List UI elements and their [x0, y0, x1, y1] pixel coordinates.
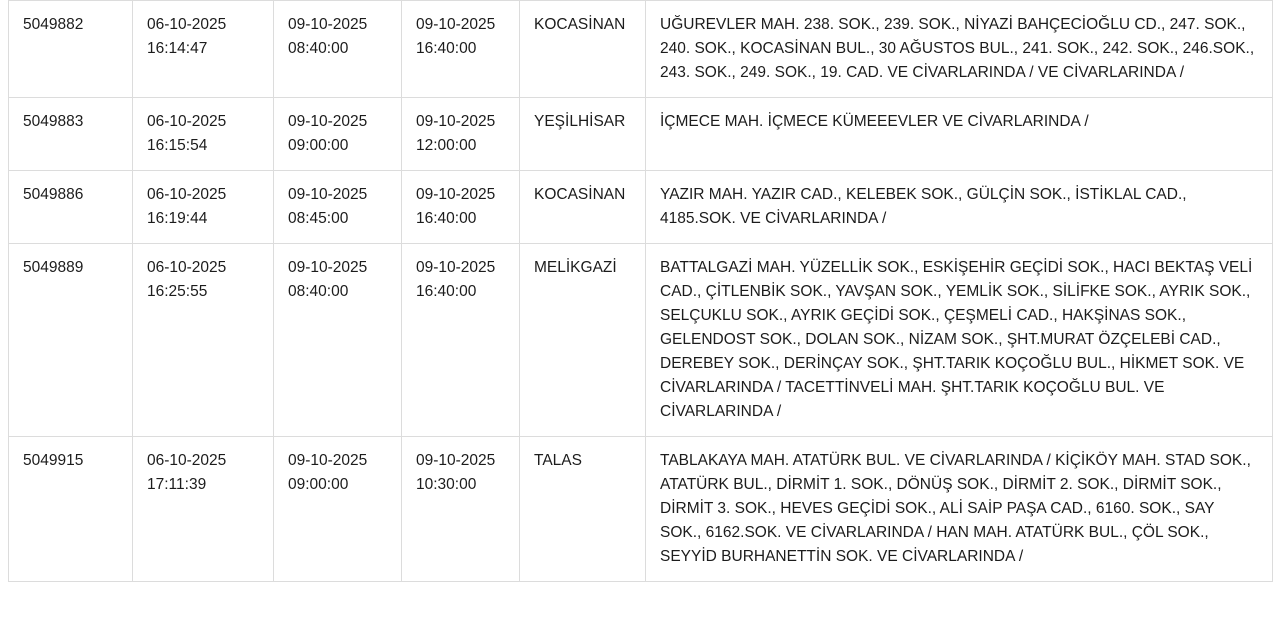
- created-date: 06-10-2025: [147, 452, 227, 470]
- start-date: 09-10-2025: [288, 113, 368, 131]
- end-date: 09-10-2025: [416, 259, 496, 277]
- cell-start: [274, 244, 402, 437]
- start-date: 09-10-2025: [288, 16, 368, 33]
- created-time: 17:11:39: [147, 476, 207, 494]
- cell-end: [402, 171, 520, 244]
- cell-end: [402, 98, 520, 171]
- cell-created: [133, 98, 274, 171]
- table-row: [9, 244, 1273, 437]
- start-time: 09:00:00: [288, 476, 349, 494]
- cell-end: [402, 244, 520, 437]
- outage-table: [8, 0, 1273, 582]
- end-date: 09-10-2025: [416, 186, 496, 204]
- cell-district: YEŞİLHİSAR: [520, 98, 646, 171]
- cell-end: [402, 1, 520, 98]
- table-row: [9, 1, 1273, 98]
- cell-district: KOCASİNAN: [520, 1, 646, 98]
- created-date: 06-10-2025: [147, 259, 227, 277]
- start-date: 09-10-2025: [288, 259, 368, 277]
- start-time: 08:40:00: [288, 283, 349, 301]
- cell-start: [274, 98, 402, 171]
- end-date: 09-10-2025: [416, 16, 496, 33]
- table-row: [9, 98, 1273, 171]
- created-date: 06-10-2025: [147, 16, 227, 33]
- end-time: 16:40:00: [416, 40, 477, 58]
- created-date: 06-10-2025: [147, 113, 227, 131]
- created-time: 16:15:54: [147, 137, 208, 155]
- table-row: [9, 437, 1273, 582]
- start-time: 08:40:00: [288, 40, 349, 58]
- cell-start: [274, 437, 402, 582]
- cell-created: [133, 1, 274, 98]
- start-date: 09-10-2025: [288, 186, 368, 204]
- end-time: 10:30:00: [416, 476, 477, 494]
- created-time: 16:19:44: [147, 210, 208, 228]
- cell-start: [274, 171, 402, 244]
- table-row: [9, 171, 1273, 244]
- cell-description: YAZIR MAH. YAZIR CAD., KELEBEK SOK., GÜLÇİN SOK., İSTİKLAL CAD., 4185.SOK. VE CİVARLARINDA /: [646, 171, 1273, 244]
- cell-id: 5049889: [9, 244, 133, 437]
- cell-start: [274, 1, 402, 98]
- cell-description: UĞUREVLER MAH. 238. SOK., 239. SOK., NİYAZİ BAHÇECİOĞLU CD., 247. SOK., 240. SOK., KOCASİNAN BUL., 30 AĞUSTOS BUL., 241. SOK., 242. SOK., 246.SOK., 243. SOK., 249. SOK., 19. CAD. VE CİVARLARINDA / VE CİVARLARINDA /: [646, 1, 1273, 98]
- start-date: 09-10-2025: [288, 452, 368, 470]
- cell-district: TALAS: [520, 437, 646, 582]
- created-date: 06-10-2025: [147, 186, 227, 204]
- cell-id: 5049886: [9, 171, 133, 244]
- cell-description: İÇMECE MAH. İÇMECE KÜMEEEVLER VE CİVARLARINDA /: [646, 98, 1273, 171]
- start-time: 08:45:00: [288, 210, 349, 228]
- start-time: 09:00:00: [288, 137, 349, 155]
- cell-description: TABLAKAYA MAH. ATATÜRK BUL. VE CİVARLARINDA / KİÇİKÖY MAH. STAD SOK., ATATÜRK BUL., DİRMİT 1. SOK., DÖNÜŞ SOK., DİRMİT 2. SOK., DİRMİT SOK., DİRMİT 3. SOK., HEVES GEÇİDİ SOK., ALİ SAİP PAŞA CAD., 6160. SOK., SAY SOK., 6162.SOK. VE CİVARLARINDA / HAN MAH. ATATÜRK BUL., ÇÖL SOK., SEYYİD BURHANETTİN SOK. VE CİVARLARINDA /: [646, 437, 1273, 582]
- cell-created: [133, 171, 274, 244]
- end-time: 16:40:00: [416, 210, 477, 228]
- cell-description: BATTALGAZİ MAH. YÜZELLİK SOK., ESKİŞEHİR GEÇİDİ SOK., HACI BEKTAŞ VELİ CAD., ÇİTLENBİK SOK., YAVŞAN SOK., YEMLİK SOK., SİLİFKE SOK., AYRIK SOK., SELÇUKLU SOK., AYRIK GEÇİDİ SOK., ÇEŞMELİ CAD., HAKŞİNAS SOK., GELENDOST SOK., DOLAN SOK., NİZAM SOK., ŞHT.MURAT ÖZÇELEBİ CAD., DEREBEY SOK., DERİNÇAY SOK., ŞHT.TARIK KOÇOĞLU BUL., HİKMET SOK. VE CİVARLARINDA / TACETTİNVELİ MAH. ŞHT.TARIK KOÇOĞLU BUL. VE CİVARLARINDA /: [646, 244, 1273, 437]
- created-time: 16:25:55: [147, 283, 208, 301]
- end-date: 09-10-2025: [416, 452, 496, 470]
- cell-district: MELİKGAZİ: [520, 244, 646, 437]
- cell-created: [133, 244, 274, 437]
- end-date: 09-10-2025: [416, 113, 496, 131]
- cell-end: [402, 437, 520, 582]
- created-time: 16:14:47: [147, 40, 208, 58]
- cell-id: 5049915: [9, 437, 133, 582]
- cell-id: 5049883: [9, 98, 133, 171]
- cell-id: 5049882: [9, 1, 133, 98]
- end-time: 16:40:00: [416, 283, 477, 301]
- cell-created: [133, 437, 274, 582]
- end-time: 12:00:00: [416, 137, 477, 155]
- cell-district: KOCASİNAN: [520, 171, 646, 244]
